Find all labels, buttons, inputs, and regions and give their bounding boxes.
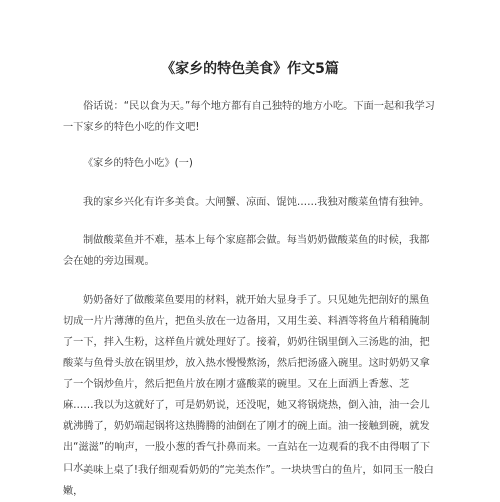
document-title: 《家乡的特色美食》作文5篇 [161, 61, 339, 77]
section-heading: 《家乡的特色小吃》(一) [83, 158, 193, 169]
paragraph-4: 美味上桌了!我仔细观看奶奶的“完美杰作”。一块块雪白的鱼片，如同玉一般白嫩， [63, 465, 434, 497]
intro-paragraph: 俗话说：“民以食为天。”每个地方都有自己独特的地方小吃。下面一起和我学习一下家乡的特色小吃的作文吧! [63, 101, 435, 133]
paragraph-3: 奶奶备好了做酸菜鱼要用的材料，就开始大显身手了。只见她先把剖好的黑鱼切成一片片薄薄的鱼片，把鱼头放在一边备用，又用生姜、料酒等将鱼片稍稍腌制了一下，拌入生粉，这样鱼片就处理好了。接着，奶奶往锅里倒入三汤匙的油，把酸菜与鱼骨头放在锅里炒，放入热水慢慢熬汤，然后把汤盛入碗里。这时奶奶又拿了一个锅炒鱼片，然后把鱼片放在刚才盛酸菜的碗里。又在上面洒上香葱、芝麻……我以为这就好了，可是奶奶说，还没呢，她又将锅烧热，倒入油，油一会儿就沸腾了，奶奶端起锅将这热腾腾的油倒在了刚才的碗上面。油一接触到碗，就发出“滋滋”的响声，一股小葱的香气扑鼻而来。一直站在一边观看的我不由得咽了下口水。 [63, 295, 431, 474]
paragraph-2: 制做酸菜鱼并不难，基本上每个家庭都会做。每当奶奶做酸菜鱼的时候，我都会在她的旁边围观。 [63, 235, 430, 267]
paragraph-1: 我的家乡兴化有许多美食。大闸蟹、凉面、馄饨……我独对酸菜鱼情有独钟。 [83, 197, 430, 208]
